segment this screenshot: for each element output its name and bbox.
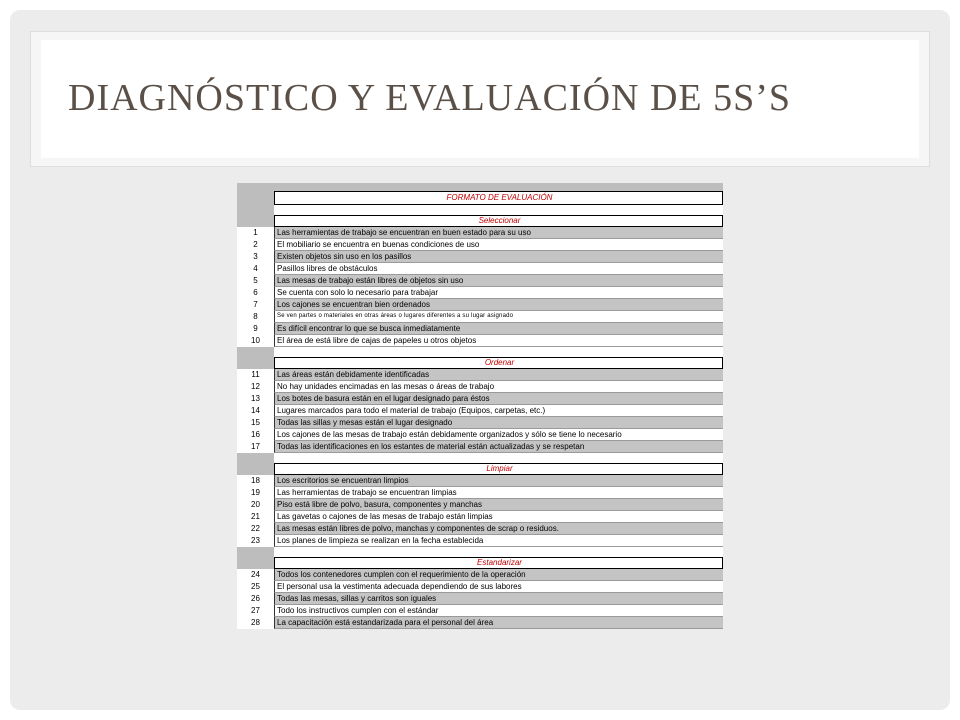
evaluation-row <box>237 535 723 547</box>
item-criterion: El personal usa la vestimenta adecuada dependiendo de sus labores <box>274 581 723 593</box>
item-number: 20 <box>251 500 260 509</box>
item-number: 10 <box>251 336 260 345</box>
item-number: 25 <box>251 582 260 591</box>
evaluation-row <box>237 499 723 511</box>
item-criterion: Las mesas de trabajo están libres de objetos sin uso <box>274 275 723 287</box>
evaluation-row <box>237 523 723 535</box>
item-criterion: El mobiliario se encuentra en buenas condiciones de uso <box>274 239 723 251</box>
evaluation-row <box>237 369 723 381</box>
item-number: 13 <box>251 394 260 403</box>
slide-title: DIAGNÓSTICO Y EVALUACIÓN DE 5S’S <box>68 77 792 119</box>
evaluation-row <box>237 335 723 347</box>
section-header-row <box>237 557 723 569</box>
item-criterion: Los cajones de las mesas de trabajo están debidamente organizados y sólo se tiene lo necesario <box>274 429 723 441</box>
evaluation-row <box>237 417 723 429</box>
evaluation-row <box>237 511 723 523</box>
item-criterion: Todos los contenedores cumplen con el requerimiento de la operación <box>274 569 723 581</box>
evaluation-sheet <box>237 183 723 629</box>
item-criterion: Las gavetas o cajones de las mesas de trabajo están limpias <box>274 511 723 523</box>
item-number: 24 <box>251 570 260 579</box>
evaluation-row <box>237 475 723 487</box>
item-number: 3 <box>253 252 258 261</box>
item-criterion: El área de está libre de cajas de papeles u otros objetos <box>274 335 723 347</box>
item-number: 17 <box>251 442 260 451</box>
evaluation-row <box>237 311 723 323</box>
section-title: Seleccionar <box>274 215 723 227</box>
section-separator <box>237 205 723 215</box>
sheet-header-row <box>237 191 723 205</box>
item-criterion: Se ven partes o materiales en otras áreas o lugares diferentes a su lugar asignado <box>274 311 723 323</box>
evaluation-row <box>237 275 723 287</box>
item-criterion: Los cajones se encuentran bien ordenados <box>274 299 723 311</box>
evaluation-row <box>237 299 723 311</box>
item-number: 2 <box>253 240 258 249</box>
item-number: 21 <box>251 512 260 521</box>
item-criterion: Se cuenta con solo lo necesario para trabajar <box>274 287 723 299</box>
item-criterion: Todas las sillas y mesas están el lugar designado <box>274 417 723 429</box>
item-number: 14 <box>251 406 260 415</box>
evaluation-row <box>237 381 723 393</box>
evaluation-row <box>237 605 723 617</box>
item-number: 9 <box>253 324 258 333</box>
item-criterion: Las áreas están debidamente identificadas <box>274 369 723 381</box>
section-header-row <box>237 463 723 475</box>
evaluation-row <box>237 239 723 251</box>
item-number: 5 <box>253 276 258 285</box>
item-criterion: Existen objetos sin uso en los pasillos <box>274 251 723 263</box>
evaluation-row <box>237 441 723 453</box>
item-criterion: Piso está libre de polvo, basura, componentes y manchas <box>274 499 723 511</box>
item-criterion: Los botes de basura están en el lugar designado para éstos <box>274 393 723 405</box>
section-title: Estandarizar <box>274 557 723 569</box>
item-criterion: Todas las mesas, sillas y carritos son iguales <box>274 593 723 605</box>
evaluation-row <box>237 251 723 263</box>
item-criterion: Los escritorios se encuentran limpios <box>274 475 723 487</box>
evaluation-row <box>237 617 723 629</box>
item-number: 18 <box>251 476 260 485</box>
item-number: 26 <box>251 594 260 603</box>
evaluation-row <box>237 593 723 605</box>
item-criterion: Todas las identificaciones en los estantes de material están actualizadas y se respetan <box>274 441 723 453</box>
item-criterion: Lugares marcados para todo el material de trabajo (Equipos, carpetas, etc.) <box>274 405 723 417</box>
item-criterion: Las herramientas de trabajo se encuentran en buen estado para su uso <box>274 227 723 239</box>
item-number: 6 <box>253 288 258 297</box>
section-separator <box>237 547 723 557</box>
item-criterion: Pasillos libres de obstáculos <box>274 263 723 275</box>
section-separator <box>237 453 723 463</box>
item-number: 8 <box>253 312 258 321</box>
item-number: 4 <box>253 264 258 273</box>
evaluation-row <box>237 287 723 299</box>
item-number: 27 <box>251 606 260 615</box>
section-separator <box>237 347 723 357</box>
evaluation-row <box>237 405 723 417</box>
evaluation-row <box>237 227 723 239</box>
evaluation-row <box>237 581 723 593</box>
item-criterion: No hay unidades encimadas en las mesas o áreas de trabajo <box>274 381 723 393</box>
section-header-row <box>237 215 723 227</box>
section-title: Limpiar <box>274 463 723 475</box>
item-criterion: La capacitación está estandarizada para el personal del área <box>274 617 723 629</box>
sheet-top-band <box>237 183 723 191</box>
item-criterion: Las herramientas de trabajo se encuentran limpias <box>274 487 723 499</box>
item-criterion: Todo los instructivos cumplen con el estándar <box>274 605 723 617</box>
item-number: 23 <box>251 536 260 545</box>
section-header-row <box>237 357 723 369</box>
section-title: Ordenar <box>274 357 723 369</box>
item-criterion: Es difícil encontrar lo que se busca inmediatamente <box>274 323 723 335</box>
sheet-header: FORMATO DE EVALUACIÓN <box>274 191 723 205</box>
item-number: 28 <box>251 618 260 627</box>
evaluation-row <box>237 429 723 441</box>
item-number: 11 <box>251 370 260 379</box>
evaluation-row <box>237 487 723 499</box>
evaluation-row <box>237 393 723 405</box>
item-number: 7 <box>253 300 258 309</box>
item-number: 12 <box>251 382 260 391</box>
evaluation-row <box>237 263 723 275</box>
item-number: 19 <box>251 488 260 497</box>
item-number: 16 <box>251 430 260 439</box>
item-number: 15 <box>251 418 260 427</box>
item-number: 22 <box>251 524 260 533</box>
item-criterion: Los planes de limpieza se realizan en la fecha establecida <box>274 535 723 547</box>
item-number: 1 <box>253 228 258 237</box>
item-criterion: Las mesas están libres de polvo, manchas y componentes de scrap o residuos. <box>274 523 723 535</box>
evaluation-row <box>237 569 723 581</box>
evaluation-row <box>237 323 723 335</box>
